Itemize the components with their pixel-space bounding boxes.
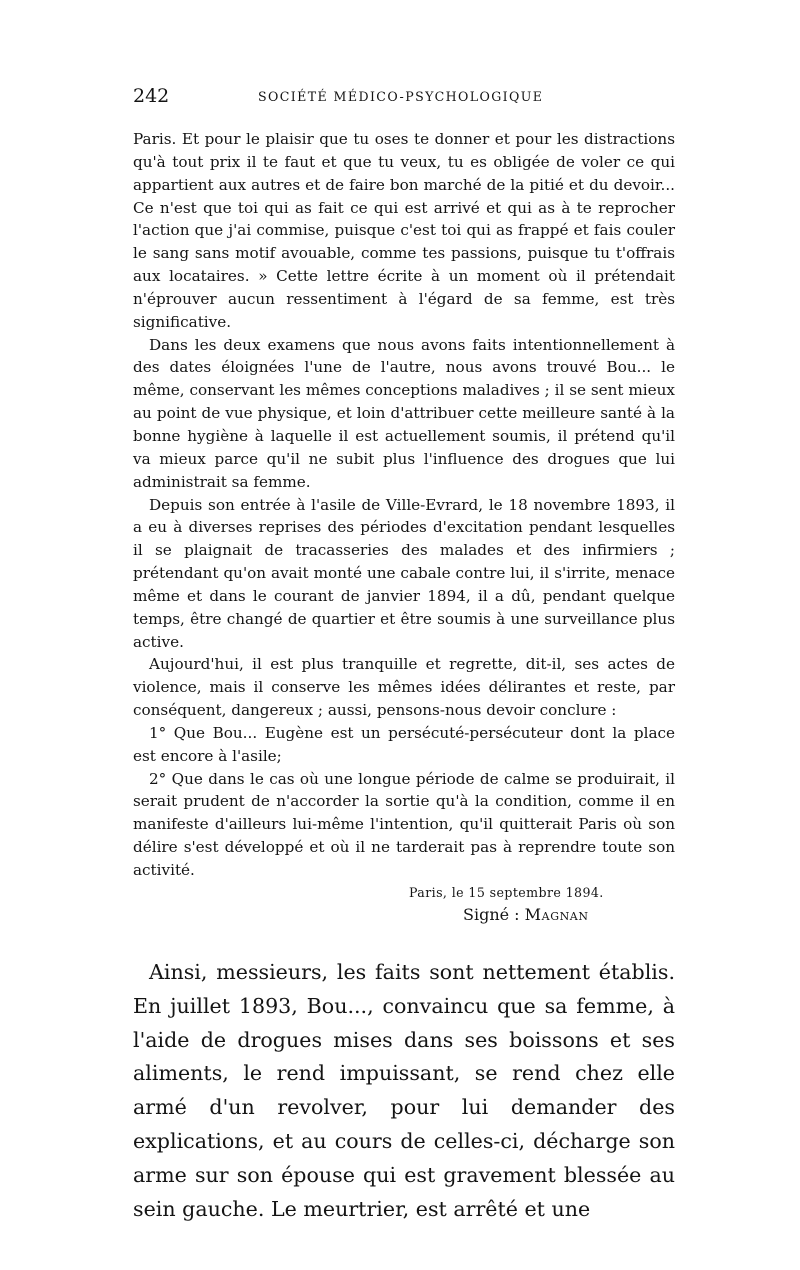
paragraph-asylum-stay: Depuis son entrée à l'asile de Ville-Evrard, le 18 novembre 1893, il a eu à diverses reprises des périodes d'excitation pendant lesquelles il se plaignait de tracasseries des malades et des infirmiers ; prétendant qu'on avait monté une cabale contre lui, il s'irrite, menace même et dans le courant de janvier 1894, il a dû, pendant quelque temps, être changé de quartier et être soumis à une surveillance plus active.	[133, 495, 675, 651]
paragraph-letter-end: Paris. Et pour le plaisir que tu oses te donner et pour les distractions qu'à tout prix il te faut et que tu veux, tu es obligée de voler ce qui appartient aux autres et de faire bon marché de la pitié et du devoir... Ce n'est que toi qui as fait ce qui est arrivé et qui as à te reprocher l'action que j'ai commise, puisque c'est toi qui as frappé et fais couler le sang sans motif avouable, comme tes passions, puisque tu t'offrais aux locataires. » Cette lettre écrite à un moment où il prétendait n'éprouver aucun ressentiment à l'égard de sa femme, est très significative.	[133, 130, 675, 331]
paragraph-examinations: Dans les deux examens que nous avons faits intentionnellement à des dates éloignées l'une de l'autre, nous avons trouvé Bou... le même, conservant les mêmes conceptions maladives ; il se sent mieux au point de vue physique, et loin d'attribuer cette meilleure santé à la bonne hygiène à laquelle il est actuellement soumis, il prétend qu'il va mieux parce qu'il ne subit plus l'influence des drogues que lui administrait sa femme.	[133, 335, 675, 491]
dateline: Paris, le 15 septembre 1894.	[409, 884, 604, 900]
signature-label: Signé :	[463, 904, 520, 924]
paragraph-commentary: Ainsi, messieurs, les faits sont nettement établis. En juillet 1893, Bou..., convaincu que sa femme, à l'aide de drogues mises dans ses boissons et ses aliments, le rend impuissant, se rend chez elle armé d'un revolver, pour lui demander des explications, et au cours de celles-ci, décharge son arme sur son épouse qui est gravement blessée au sein gauche. Le meurtrier, est arrêté et une	[133, 960, 675, 1221]
running-head	[133, 84, 675, 108]
journal-title: SOCIÉTÉ MÉDICO-PSYCHOLOGIQUE	[258, 89, 544, 104]
paragraph-today: Aujourd'hui, il est plus tranquille et regrette, dit-il, ses actes de violence, mais il conserve les mêmes idées délirantes et reste, par conséquent, dangereux ; aussi, pensons-nous devoir conclure :	[133, 655, 675, 720]
conclusion-item-2: 2° Que dans le cas où une longue période de calme se produirait, il serait prudent de n'accorder la sortie qu'à la condition, comme il en manifeste d'ailleurs lui-même l'intention, qu'il quitterait Paris où son délire s'est développé et où il ne tarderait pas à reprendre toute son activité.	[133, 769, 675, 879]
commentary-text	[133, 956, 675, 1226]
page-number: 242	[133, 85, 170, 107]
signature-line	[133, 903, 675, 927]
signer-name: Magnan	[524, 904, 589, 924]
report-text	[133, 128, 675, 927]
conclusion-item-1: 1° Que Bou... Eugène est un persécuté-persécuteur dont la place est encore à l'asile;	[133, 723, 675, 765]
